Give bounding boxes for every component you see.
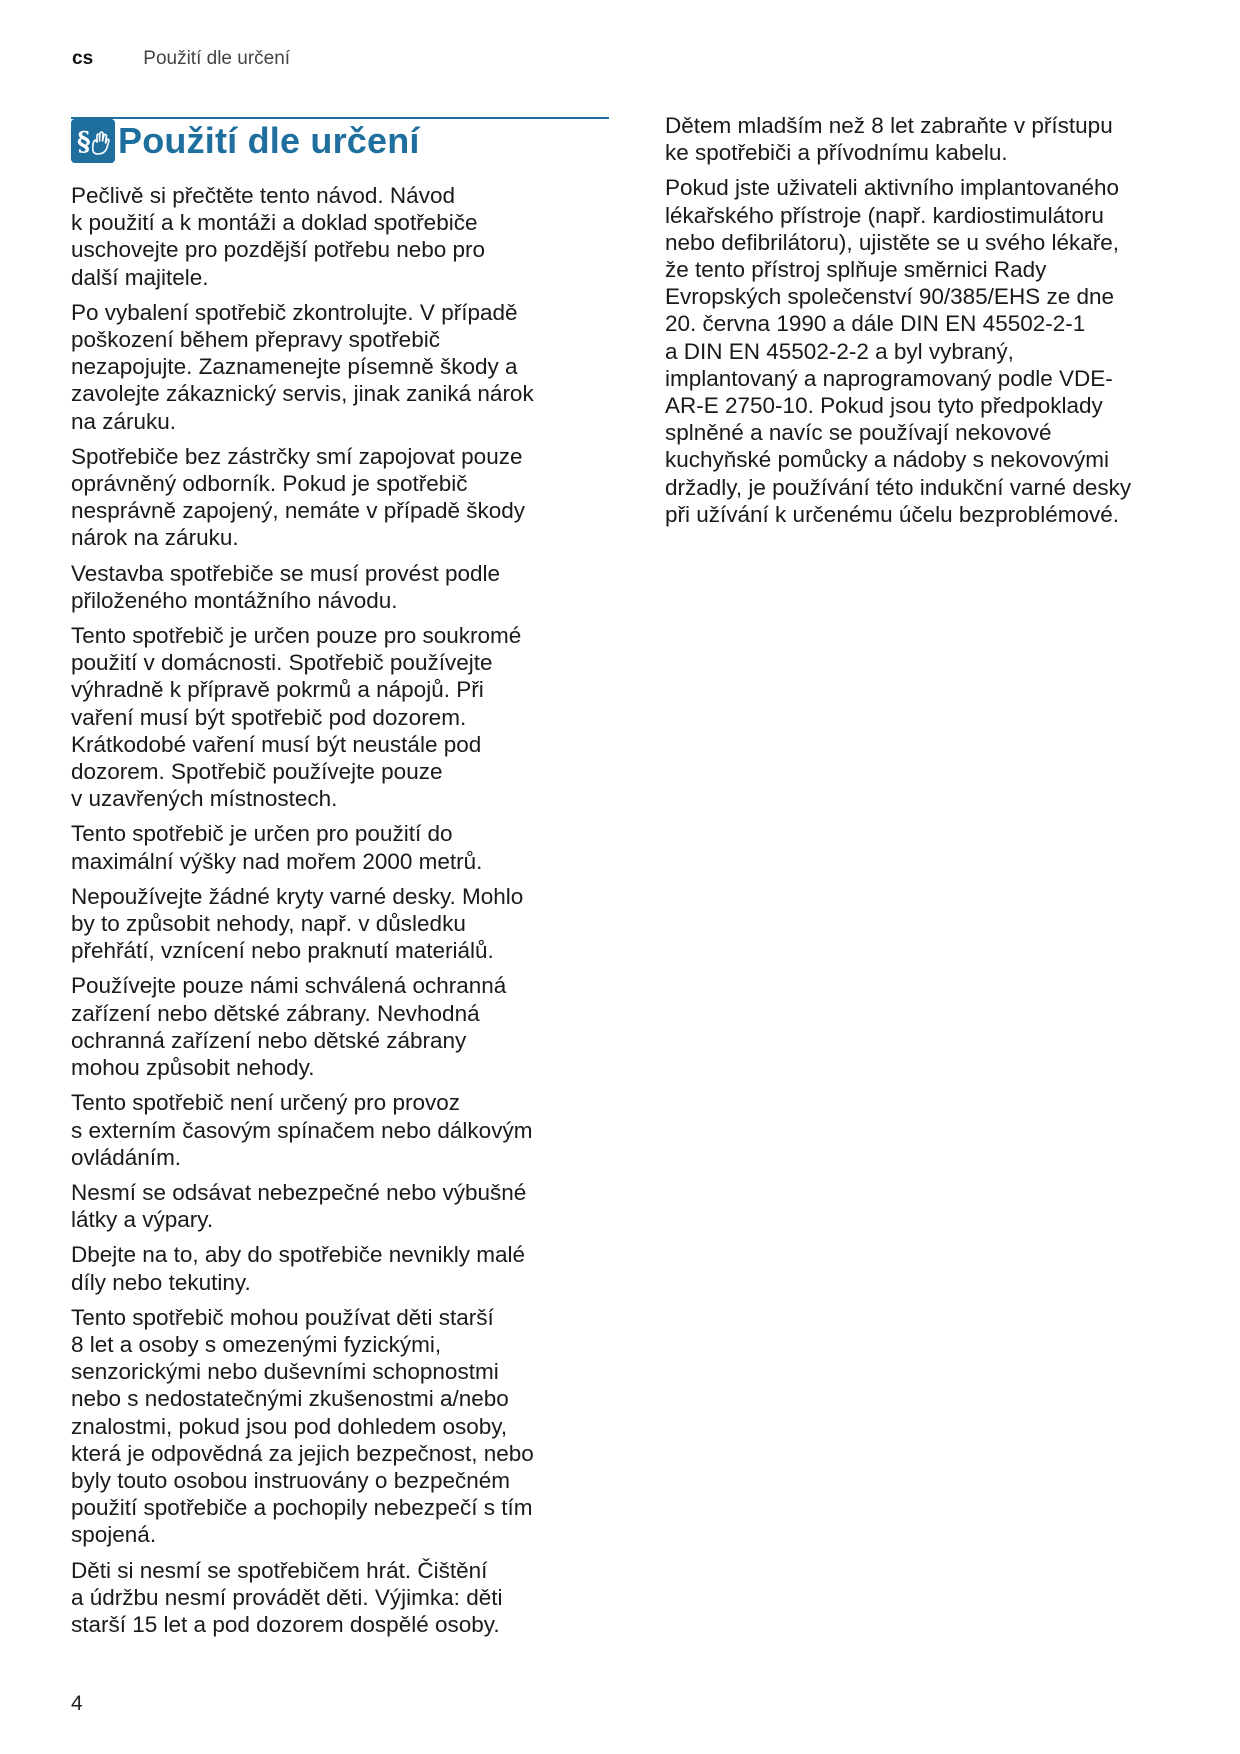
- language-code: cs: [72, 48, 94, 69]
- section-title: [71, 119, 420, 163]
- paragraph: Tento spotřebič je určen pouze pro soukromé použití v domácnosti. Spotřebič používejte výhradně k přípravě pokrmů a nápojů. Při vaření musí být spotřebič pod dozorem. Krátkodobé vaření musí být neustále pod dozorem. Spotřebič používejte pouze v uzavřených místnostech.: [71, 623, 522, 812]
- paragraph: Tento spotřebič není určený pro provoz s externím časovým spínačem nebo dálkovým ovládáním.: [71, 1090, 533, 1170]
- paragraph: Nepoužívejte žádné kryty varné desky. Mohlo by to způsobit nehody, např. v důsledku přehřátí, vznícení nebo praknutí materiálů.: [71, 883, 524, 964]
- page-number: 4: [71, 1692, 83, 1715]
- header-section-title: Použití dle určení: [143, 48, 291, 69]
- running-header: [72, 48, 290, 70]
- page-title: Použití dle určení: [118, 120, 420, 161]
- svg-text:§: §: [77, 127, 91, 157]
- paragraph: Tento spotřebič mohou používat děti starší 8 let a osoby s omezenými fyzickými, senzorickými nebo duševními schopnostmi nebo s nedostatečnými zkušenostmi a/nebo znalostmi, pokud jsou pod dohledem osoby, která je odpovědná za jejich bezpečnost, nebo byly touto osobou instruovány o bezpečném použití spotřebiče a pochopily nebezpečí s tím spojená.: [71, 1304, 534, 1548]
- paragraph: Spotřebiče bez zástrčky smí zapojovat pouze oprávněný odborník. Pokud je spotřebič nesprávně zapojený, nemáte v případě škody nárok na záruku.: [71, 443, 526, 551]
- paragraph: Děti si nesmí se spotřebičem hrát. Čištění a údržbu nesmí provádět děti. Výjimka: děti starší 15 let a pod dozorem dospělé osoby.: [71, 1557, 503, 1637]
- paragraph: Dětem mladším než 8 let zabraňte v přístupu ke spotřebiči a přívodnímu kabelu.: [665, 113, 1113, 166]
- right-column: [665, 112, 1205, 536]
- paragraph: Tento spotřebič je určen pro použití do maximální výšky nad mořem 2000 metrů.: [71, 821, 483, 874]
- paragraph: Nesmí se odsávat nebezpečné nebo výbušné látky a výpary.: [71, 1179, 527, 1233]
- paragraph: Pečlivě si přečtěte tento návod. Návod k použití a k montáži a doklad spotřebiče uschovejte pro pozdější potřebu nebo pro další majitele.: [71, 183, 486, 290]
- paragraph: Dbejte na to, aby do spotřebiče nevnikly malé díly nebo tekutiny.: [71, 1242, 526, 1295]
- section-hand-icon: [71, 119, 115, 163]
- paragraph: Pokud jste uživateli aktivního implantovaného lékařského přístroje (např. kardiostimulátoru nebo defibrilátoru), ujistěte se u svého lékaře, že tento přístroj splňuje směrnici Rady Evropských společenství 90/385/EHS ze dne 20. června 1990 a dále DIN EN 45502-2-1 a DIN EN 45502-2-2 a byl vybraný, implantovaný a naprogramovaný podle VDE- AR-E 2750-10. Pokud jsou tyto předpoklady splněné a navíc se používají nekovové kuchyňské pomůcky a nádoby s nekovovými držadly, je používání této indukční varné desky při užívání k určenému účelu bezproblémové.: [665, 175, 1132, 527]
- left-column: [71, 182, 611, 1646]
- paragraph: Po vybalení spotřebič zkontrolujte. V případě poškození během přepravy spotřebič nezapojujte. Zaznamenejte písemně škody a zavolejte zákaznický servis, jinak zaniká nárok na záruku.: [71, 299, 534, 434]
- paragraph: Používejte pouze námi schválená ochranná zařízení nebo dětské zábrany. Nevhodná ochranná zařízení nebo dětské zábrany mohou způsobit nehody.: [71, 973, 507, 1081]
- paragraph: Vestavba spotřebiče se musí provést podle přiloženého montážního návodu.: [71, 560, 500, 613]
